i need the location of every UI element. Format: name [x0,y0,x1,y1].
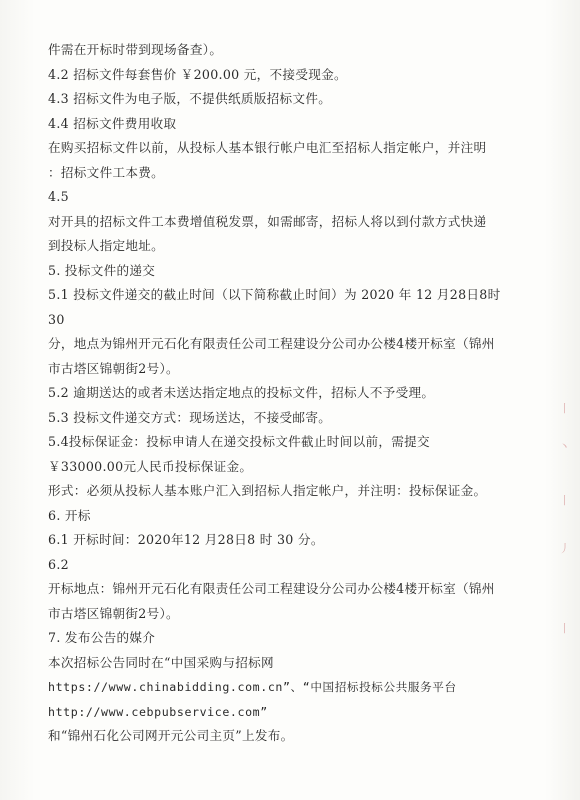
text-line: 到投标人指定地址。 [48,238,165,253]
section-heading: 6.2 [48,556,69,572]
text-line: 对开具的招标文件工本费增值税发票，如需邮寄，招标人将以到付款方式快递 [48,213,487,229]
text-line: 市古塔区锦朝街2号）。 [48,360,179,376]
text-line: 4.2 招标文件每套售价 ￥200.00 元，不接受现金。 [48,66,347,82]
text-line: 形式：必须从投标人基本账户汇入到招标人指定帐户，并注明：投标保证金。 [48,483,487,498]
text-line: 和“锦州石化公司网开元公司主页”上发布。 [48,728,294,743]
section-heading: 7. 发布公告的媒介 [48,630,156,645]
text-line: 5.1 投标文件递交的截止时间（以下简称截止时间）为 2020 年 12 月28日8时 [48,287,501,302]
text-line: 分，地点为锦州开元石化有限责任公司工程建设分公司办公楼4楼开标室（锦州 [48,336,495,351]
url-line: http://www.cebpubservice.com” [48,704,268,719]
section-heading: 4.5 [48,189,69,204]
text-line: 在购买招标文件以前，从投标人基本银行帐户电汇至招标人指定帐户，并注明 [48,140,487,155]
text-line: 开标地点：锦州开元石化有限责任公司工程建设分公司办公楼4楼开标室（锦州 [48,581,495,596]
text-line: 市古塔区锦朝街2号）。 [48,605,179,621]
text-line: ￥33000.00元人民币投标保证金。 [48,458,253,474]
section-heading: 4.4 招标文件费用收取 [48,115,177,131]
text-line: 30 [48,311,65,327]
text-line: 5.3 投标文件递交方式：现场送达，不接受邮寄。 [48,409,332,425]
url-line: https://www.chinabidding.com.cn”、“中国招标投标公共服务平台 [48,680,457,694]
text-line: 4.3 招标文件为电子版，不提供纸质版招标文件。 [48,91,332,106]
text-line: ：招标文件工本费。 [48,164,165,180]
text-line: 6.1 开标时间：2020年12 月28日8 时 30 分。 [48,532,324,547]
text-line: 5.2 逾期送达的或者未送达指定地点的投标文件，招标人不予受理。 [48,385,435,400]
section-heading: 5. 投标文件的递交 [48,262,156,278]
seal-edge-marks: 丨 丶 丨 丿 丨 [559,402,570,635]
section-heading: 6. 开标 [48,507,91,523]
text-line: 5.4投标保证金：投标申请人在递交投标文件截止时间以前，需提交 [48,434,430,449]
document-body [48,38,548,749]
text-line: 本次招标公告同时在“中国采购与招标网 [48,654,274,670]
text-line: 件需在开标时带到现场备查）。 [48,42,223,57]
